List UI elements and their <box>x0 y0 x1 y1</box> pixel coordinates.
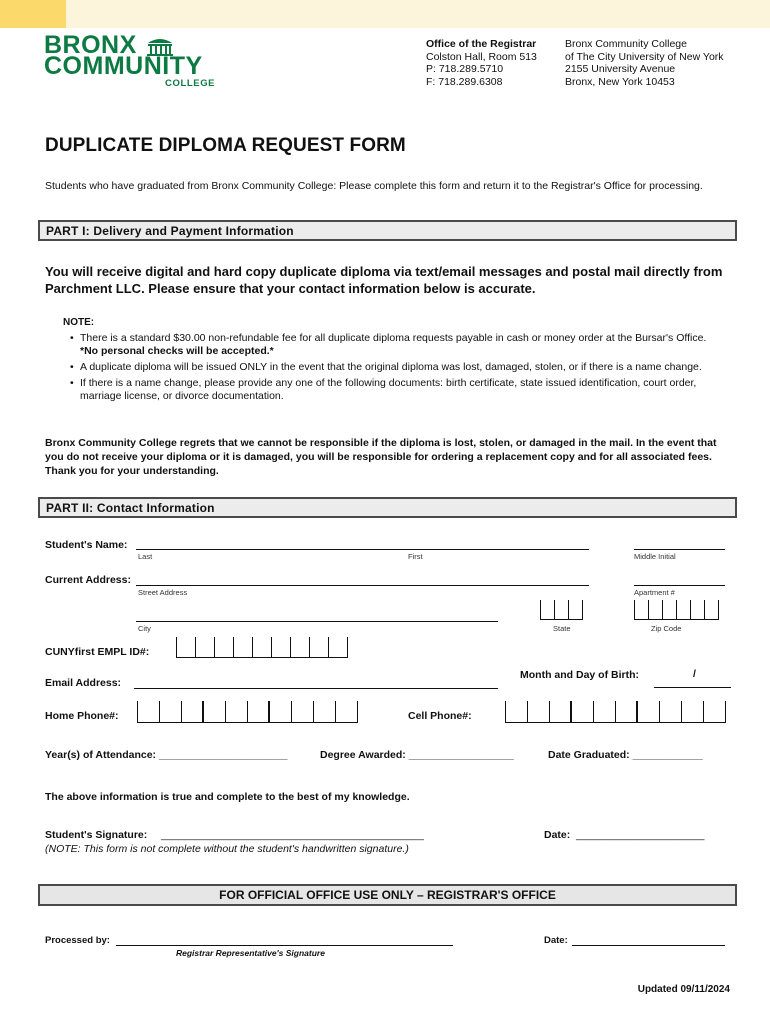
liability-disclaimer: Bronx Community College regrets that we cannot be responsible if the diploma is lost, stolen, or damaged in the mail. In the event that you do not receive your diploma or it is damaged, you will be responsible for ordering a replacement copy and for all associated fees. Thank you for your understanding. <box>45 437 717 477</box>
part1-heading: PART I: Delivery and Payment Information <box>38 220 737 241</box>
signature-label: Student's Signature: <box>45 829 148 841</box>
student-name-label: Student's Name: <box>45 539 128 551</box>
birth-label: Month and Day of Birth: <box>520 669 639 681</box>
signature-note: (NOTE: This form is not complete without the student's handwritten signature.) <box>45 843 409 855</box>
signature-field[interactable]: _____________________________________________ <box>161 829 424 841</box>
note-name-change-text: If there is a name change, please provide any one of the following documents: birth certificate, state issued identification, court order, marriage license, or divorce documentation. <box>80 377 697 402</box>
first-name-caption: First <box>408 552 423 561</box>
date-label: Date: <box>544 829 571 841</box>
official-date-label: Date: <box>544 935 568 946</box>
delivery-notice: You will receive digital and hard copy duplicate diploma via text/email messages and postal mail directly from Parchment LLC. Please ensure that your contact information below is accurate. <box>45 264 723 296</box>
middle-initial-caption: Middle Initial <box>634 552 676 561</box>
intro-text: Students who have graduated from Bronx Community College: Please complete this form and return it to the Registrar's Office for processing. <box>45 180 703 192</box>
street-address-field[interactable] <box>136 585 589 586</box>
note-fee-text: There is a standard $30.00 non-refundable fee for all duplicate diploma requests payable in cash or money order at the Bursar's Office. <box>80 332 707 344</box>
email-field[interactable] <box>134 688 498 689</box>
student-name-field[interactable] <box>136 549 589 550</box>
part2-heading: PART II: Contact Information <box>38 497 737 518</box>
home-phone-boxes[interactable] <box>137 701 358 723</box>
cell-phone-label: Cell Phone#: <box>408 710 472 722</box>
graduated-field[interactable]: Date Graduated: ____________ <box>548 749 703 761</box>
registrar-contact <box>426 38 556 88</box>
note-no-checks: *No personal checks will be accepted.* <box>80 345 274 357</box>
zip-caption: Zip Code <box>651 624 682 633</box>
logo-line-2: COMMUNITY <box>44 52 203 80</box>
bullet-icon: • <box>70 332 74 344</box>
birth-date-field[interactable] <box>654 687 731 688</box>
apartment-field[interactable] <box>634 585 725 586</box>
note-item-fee <box>67 332 727 358</box>
certification-statement: The above information is true and complete to the best of my knowledge. <box>45 791 410 803</box>
notes-list <box>67 332 727 406</box>
office-phone: P: 718.289.5710 <box>426 63 504 75</box>
zip-code-boxes[interactable] <box>634 600 719 620</box>
college-city: Bronx, New York 10453 <box>565 75 675 88</box>
note-item-name-change <box>67 377 727 403</box>
official-date-field[interactable] <box>572 945 725 946</box>
empl-id-label: CUNYfirst EMPL ID#: <box>45 646 150 658</box>
state-caption: State <box>553 624 571 633</box>
city-field[interactable] <box>136 621 498 622</box>
degree-field[interactable]: Degree Awarded: __________________ <box>320 749 514 761</box>
college-affiliation: of The City University of New York <box>565 50 724 63</box>
logo-line-3: COLLEGE <box>165 78 216 89</box>
note-issue-text: A duplicate diploma will be issued ONLY in the event that the original diploma was lost, damaged, stolen, or if there is a name change. <box>80 361 702 373</box>
official-use-heading: FOR OFFICIAL OFFICE USE ONLY – REGISTRAR'S OFFICE <box>38 884 737 906</box>
date-field[interactable]: ______________________ <box>576 829 705 841</box>
office-room: Colston Hall, Room 513 <box>426 50 537 63</box>
office-fax: F: 718.289.6308 <box>426 75 503 88</box>
city-caption: City <box>138 624 151 633</box>
attendance-field[interactable]: Year(s) of Attendance: ______________________ <box>45 749 288 761</box>
office-name: Office of the Registrar <box>426 38 537 50</box>
processed-by-label: Processed by: <box>45 935 110 946</box>
college-street: 2155 University Avenue <box>565 63 676 75</box>
bullet-icon: • <box>70 377 74 389</box>
college-name: Bronx Community College <box>565 38 687 50</box>
logo-line-1: BRONX <box>44 31 137 59</box>
last-name-caption: Last <box>138 552 153 561</box>
middle-initial-field[interactable] <box>634 549 725 550</box>
college-logo <box>44 31 234 91</box>
page-title: DUPLICATE DIPLOMA REQUEST FORM <box>45 135 406 156</box>
email-label: Email Address: <box>45 677 122 689</box>
processed-by-field[interactable] <box>116 945 453 946</box>
apartment-caption: Apartment # <box>634 588 675 597</box>
birth-slash: / <box>693 668 696 680</box>
home-phone-label: Home Phone#: <box>45 710 119 722</box>
street-caption: Street Address <box>138 588 188 597</box>
current-address-label: Current Address: <box>45 574 131 586</box>
note-item-issue <box>67 361 727 374</box>
state-boxes[interactable] <box>540 600 583 620</box>
top-banner-tab <box>0 0 66 28</box>
updated-date: Updated 09/11/2024 <box>637 984 730 995</box>
cell-phone-boxes[interactable] <box>505 701 726 723</box>
empl-id-boxes[interactable] <box>176 637 348 658</box>
top-banner <box>0 0 770 28</box>
college-address <box>565 38 735 88</box>
rep-signature-caption: Registrar Representative's Signature <box>176 948 325 958</box>
note-label: NOTE: <box>63 317 95 328</box>
bullet-icon: • <box>70 361 74 373</box>
